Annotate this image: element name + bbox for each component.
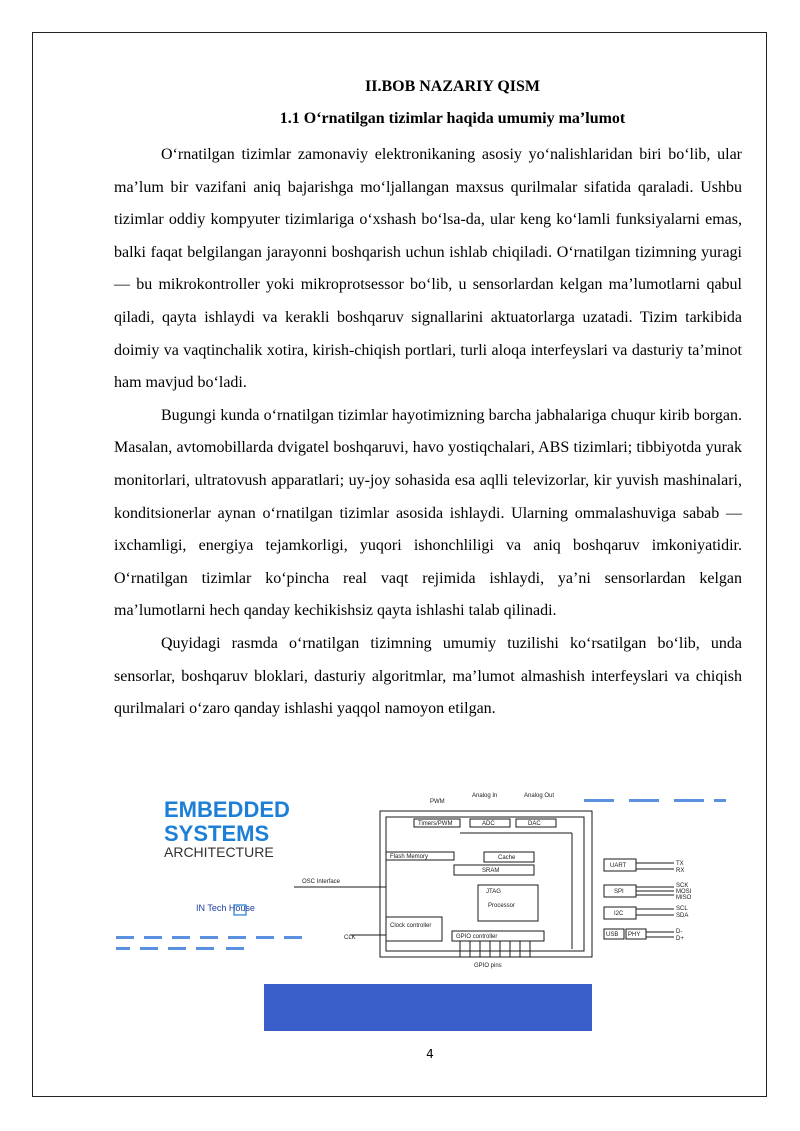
label-sck: SCK [676, 883, 689, 889]
logo-line3: ARCHITECTURE [164, 844, 274, 860]
label-rx: RX [676, 868, 685, 874]
caption-box [264, 984, 592, 1031]
label-mosi: MOSI [676, 889, 692, 895]
label-gpio-pins: GPIO pins [474, 963, 502, 969]
chapter-heading: II.BOB NAZARIY QISM [365, 78, 540, 95]
paragraph: Quyidagi rasmda o‘rnatilgan tizimning umumiy tuzilishi ko‘rsatilgan bo‘lib, unda sensorlar, boshqaruv bloklari, dasturiy algoritmlar, ma’lumot almashish interfeyslari va chiqish qurilmalari o‘zaro qanday ishlashi yaqqol namoyon etilgan. [114, 634, 742, 718]
label-gpio: GPIO controller [456, 934, 498, 940]
label-d-minus: D- [676, 929, 683, 935]
page-number: 4 [426, 1047, 434, 1061]
label-adc: ADC [482, 821, 495, 827]
label-timers: Timers/PWM [418, 821, 453, 827]
architecture-figure [114, 789, 744, 971]
label-jtag: JTAG [486, 889, 501, 895]
label-osc: OSC Interface [302, 879, 341, 885]
label-pwm: PWM [430, 799, 445, 805]
label-analog-in: Analog In [472, 793, 498, 799]
body-text [114, 139, 742, 726]
label-clk: CLK [344, 935, 356, 941]
section-heading: 1.1 O‘rnatilgan tizimlar haqida umumiy ma’lumot [279, 110, 626, 127]
label-spi: SPI [614, 889, 624, 895]
label-processor: Processor [488, 903, 516, 909]
brand-name: IN Tech House [196, 903, 255, 913]
label-flash: Flash Memory [390, 854, 429, 860]
label-dac: DAC [528, 821, 541, 827]
label-d-plus: D+ [676, 936, 684, 942]
logo-line2: SYSTEMS [164, 821, 270, 846]
label-sram: SRAM [482, 868, 500, 874]
label-tx: TX [676, 861, 684, 867]
label-analog-out: Analog Out [524, 793, 555, 799]
logo-line1: EMBEDDED [164, 797, 290, 822]
paragraph: O‘rnatilgan tizimlar zamonaviy elektronikaning asosiy yo‘nalishlaridan biri bo‘lib, ular ma’lum bir vazifani aniq bajarishga mo‘ljallangan maxsus qurilmalar sifatida qaraladi. Ushbu tizimlar oddiy kompyuter tizimlariga o‘xshash bo‘lsa-da, ular keng ko‘lamli funksiyalarni emas, balki faqat belgilangan jarayonni boshqarish uchun ishlab chiqiladi. O‘rnatilgan tizimning yuragi — bu mikrokontroller yoki mikroprotsessor bo‘lib, u sensorlardan kelgan ma’lumotlarni qabul qiladi, qayta ishlaydi va kerakli boshqaruv signallarini aktuatorlarga uzatadi. Tizim tarkibida doimiy va vaqtinchalik xotira, kirish-chiqish portlari, turli aloqa interfeyslari va dasturiy ta’minot ham mavjud bo‘ladi. [114, 146, 742, 392]
label-i2c: I2C [614, 911, 624, 917]
label-uart: UART [610, 863, 627, 869]
label-miso: MISO [676, 895, 692, 901]
paragraph: Bugungi kunda o‘rnatilgan tizimlar hayotimizning barcha jabhalariga chuqur kirib borgan. Masalan, avtomobillarda dvigatel boshqaruvi, havo yostiqchalari, ABS tizimlari; tibbiyotda yurak monitorlari, ultratovush apparatlari; uy-joy sohasida esa aqlli televizorlar, kir yuvish mashinalari, konditsionerlar aynan o‘rnatilgan tizimlar asosida ishlaydi. Ularning ommalashuviga sabab — ixchamligi, energiya tejamkorligi, yuqori ishonchliligi va aniq boshqaruv imkoniyatidir. O‘rnatilgan tizimlar ko‘pincha real vaqt rejimida ishlaydi, ya’ni sensorlardan kelgan ma’lumotlarni hech qanday kechikishsiz qayta ishlashi talab qilinadi. [114, 406, 742, 620]
label-sda: SDA [676, 913, 689, 919]
label-usb: USB [606, 932, 619, 938]
label-cache: Cache [498, 855, 516, 861]
label-clock: Clock controller [390, 923, 432, 929]
label-phy: PHY [628, 932, 641, 938]
label-scl: SCL [676, 906, 688, 912]
